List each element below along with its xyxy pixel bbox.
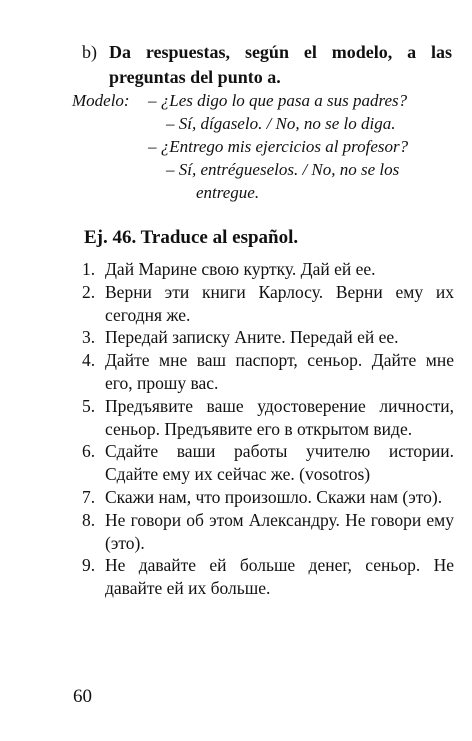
list-item xyxy=(82,349,454,395)
model-answer-2: – Sí, entrégueselos. / No, no se los xyxy=(166,160,400,179)
list-item xyxy=(82,554,454,600)
model-label: Modelo: xyxy=(72,91,130,110)
model-row-question-1 xyxy=(72,89,452,112)
task-b-instruction: Da respuestas, según el modelo, a las preguntas del punto a. xyxy=(109,42,452,87)
item-text: Сдайте ваши работы учителю истории. Сдайте ему их сейчас же. (vosotros) xyxy=(105,441,454,485)
item-number: 1. xyxy=(82,259,96,279)
item-number: 3. xyxy=(82,327,96,348)
model-answer-2-continuation: entregue. xyxy=(196,183,260,202)
item-number: 5. xyxy=(82,395,96,416)
model-question-2: – ¿Entrego mis ejercicios al profesor? xyxy=(148,137,409,156)
item-text: Предъявите ваше удостоверение личности, сеньор. Предъявите его в открытом виде. xyxy=(105,395,454,439)
exercise-title: Ej. 46. Traduce al español. xyxy=(84,227,299,248)
page-number: 60 xyxy=(73,686,92,707)
item-text: Передай записку Аните. Передай ей ее. xyxy=(105,327,399,348)
model-row-answer-2-cont xyxy=(72,181,452,204)
model-row-question-2 xyxy=(72,135,452,158)
exercise-list xyxy=(82,258,454,600)
list-item xyxy=(82,395,454,441)
model-question-1: – ¿Les digo lo que pasa a sus padres? xyxy=(148,91,408,110)
item-text: Дайте мне ваш паспорт, сеньор. Дайте мне его, прошу вас. xyxy=(105,350,454,393)
list-item xyxy=(82,326,454,349)
item-number: 4. xyxy=(82,350,96,371)
model-example xyxy=(72,89,452,204)
item-text: Дай Марине свою куртку. Дай ей ее. xyxy=(105,259,376,279)
list-item xyxy=(82,258,454,281)
model-row-answer-1 xyxy=(72,112,452,135)
task-b-marker: b) xyxy=(82,42,97,62)
item-text: Верни эти книги Карлосу. Верни ему их сегодня же. xyxy=(105,281,454,325)
item-text: Не давайте ей больше денег, сеньор. Не давайте ей их больше. xyxy=(105,555,454,599)
item-number: 9. xyxy=(82,555,96,576)
model-answer-1: – Sí, dígaselo. / No, no se lo diga. xyxy=(166,114,396,133)
task-b xyxy=(82,40,452,90)
item-number: 7. xyxy=(82,486,96,507)
item-number: 6. xyxy=(82,441,96,462)
item-text: Не говори об этом Александру. Не говори ему (это). xyxy=(105,509,454,553)
list-item xyxy=(82,509,454,555)
list-item xyxy=(82,281,454,327)
item-number: 8. xyxy=(82,509,96,530)
list-item xyxy=(82,440,454,486)
list-item xyxy=(82,486,454,509)
item-text: Скажи нам, что произошло. Скажи нам (это). xyxy=(105,486,443,507)
model-row-answer-2 xyxy=(72,158,452,181)
item-number: 2. xyxy=(82,281,96,302)
